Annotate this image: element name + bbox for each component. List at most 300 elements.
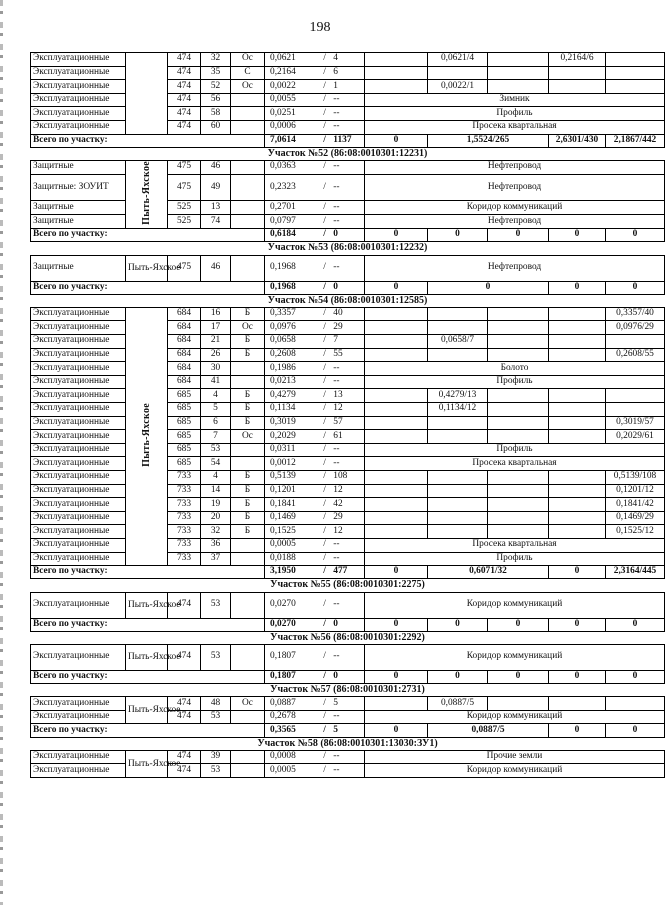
area-value <box>267 539 362 552</box>
area-ha: 0,0270 <box>270 618 296 629</box>
quarter-number: 733 <box>168 525 201 539</box>
area-trees: 42 <box>333 498 343 509</box>
compartment-number: 14 <box>201 484 231 498</box>
area-cell <box>265 764 365 778</box>
area-ha: 0,1807 <box>270 651 296 662</box>
value-cell <box>365 498 428 512</box>
area-slash: / <box>323 764 326 775</box>
area-cell <box>265 375 365 389</box>
quarter-number: 685 <box>168 457 201 471</box>
value-cell <box>549 484 606 498</box>
land-category: Эксплуатационные <box>31 416 126 430</box>
section-heading-row <box>31 579 665 592</box>
compartment-number: 4 <box>201 389 231 403</box>
area-ha: 0,1841 <box>270 498 296 509</box>
area-cell <box>265 120 365 134</box>
area-value <box>267 619 362 631</box>
compartment-number: 39 <box>201 750 231 764</box>
value-cell: 0,1469/29 <box>606 511 665 525</box>
area-trees: 40 <box>333 308 343 319</box>
quarter-number: 474 <box>168 750 201 764</box>
area-ha: 0,0658 <box>270 335 296 346</box>
value-cell <box>488 321 549 335</box>
area-slash: / <box>323 471 326 482</box>
area-cell <box>265 307 365 321</box>
value-cell <box>549 498 606 512</box>
total-value: 0 <box>365 670 428 683</box>
area-cell <box>265 403 365 417</box>
area-trees: 1 <box>333 80 338 91</box>
area-slash: / <box>323 484 326 495</box>
total-value: 0 <box>365 724 428 737</box>
land-category: Защитные <box>31 160 126 174</box>
area-trees: 55 <box>333 349 343 360</box>
value-cell <box>365 335 428 349</box>
value-cell <box>488 498 549 512</box>
area-cell <box>265 389 365 403</box>
value-cell <box>488 471 549 485</box>
area-cell <box>265 348 365 362</box>
species-code: Ос <box>231 430 265 444</box>
area-ha: 0,2323 <box>270 181 296 192</box>
area-value <box>267 764 362 777</box>
total-value: 0 <box>606 229 665 242</box>
area-trees: 1137 <box>333 134 352 145</box>
value-cell: 0,2164/6 <box>549 53 606 67</box>
land-purpose: Профиль <box>365 375 665 389</box>
area-slash: / <box>323 201 326 212</box>
land-purpose: Коридор коммуникаций <box>365 710 665 724</box>
area-value <box>267 107 362 120</box>
value-cell: 0,3019/57 <box>606 416 665 430</box>
value-cell: 0,1201/12 <box>606 484 665 498</box>
area-trees: -- <box>333 764 340 775</box>
area-cell <box>265 644 365 670</box>
land-purpose: Коридор коммуникаций <box>365 644 665 670</box>
land-purpose: Просека квартальная <box>365 120 665 134</box>
total-value: 0 <box>549 618 606 631</box>
area-value <box>267 282 362 294</box>
total-row <box>31 281 665 294</box>
area-cell <box>265 552 365 566</box>
quarter-number: 733 <box>168 552 201 566</box>
compartment-number: 30 <box>201 362 231 376</box>
area-cell <box>265 538 365 552</box>
section-heading-row <box>31 737 665 750</box>
total-value: 2,3164/445 <box>606 566 665 579</box>
land-category: Эксплуатационные <box>31 443 126 457</box>
section-heading-row <box>31 631 665 644</box>
compartment-number: 74 <box>201 215 231 229</box>
value-cell: 0,1525/12 <box>606 525 665 539</box>
area-trees: -- <box>333 362 340 373</box>
area-ha: 0,2164 <box>270 66 296 77</box>
area-cell <box>265 592 365 618</box>
value-cell <box>488 525 549 539</box>
area-ha: 0,0006 <box>270 121 296 132</box>
value-cell <box>606 66 665 80</box>
value-cell <box>549 511 606 525</box>
value-cell <box>606 403 665 417</box>
compartment-number: 35 <box>201 66 231 80</box>
compartment-number: 26 <box>201 348 231 362</box>
quarter-number: 474 <box>168 93 201 107</box>
quarter-number: 474 <box>168 592 201 618</box>
total-value: 0 <box>365 134 428 147</box>
compartment-number: 60 <box>201 120 231 134</box>
value-cell <box>488 484 549 498</box>
quarter-number: 474 <box>168 66 201 80</box>
area-trees: 0 <box>333 671 338 682</box>
quarter-number: 733 <box>168 484 201 498</box>
area-slash: / <box>323 430 326 441</box>
area-cell <box>265 321 365 335</box>
area-cell <box>265 93 365 107</box>
value-cell: 0,3357/40 <box>606 307 665 321</box>
area-cell <box>265 457 365 471</box>
value-cell <box>488 697 549 711</box>
value-cell <box>606 53 665 67</box>
area-trees: -- <box>333 552 340 563</box>
quarter-number: 684 <box>168 321 201 335</box>
section-heading: Участок №58 (86:08:0010301:13030:ЗУ1) <box>31 737 665 750</box>
land-purpose: Профиль <box>365 552 665 566</box>
area-trees: -- <box>333 457 340 468</box>
compartment-number: 53 <box>201 443 231 457</box>
area-cell <box>265 174 365 201</box>
value-cell <box>365 430 428 444</box>
total-value: 0 <box>365 229 428 242</box>
quarter-number: 475 <box>168 174 201 201</box>
area-ha: 0,1986 <box>270 362 296 373</box>
value-cell <box>365 66 428 80</box>
area-ha: 0,1968 <box>270 281 296 292</box>
area-cell <box>265 80 365 94</box>
area-value <box>267 512 362 525</box>
total-value: 0 <box>606 724 665 737</box>
quarter-number: 684 <box>168 335 201 349</box>
quarter-number: 684 <box>168 307 201 321</box>
species-code <box>231 174 265 201</box>
value-cell <box>549 403 606 417</box>
compartment-number: 6 <box>201 416 231 430</box>
value-cell: 0,0658/7 <box>428 335 488 349</box>
area-cell <box>265 484 365 498</box>
species-code: Ос <box>231 53 265 67</box>
compartment-number: 4 <box>201 471 231 485</box>
area-slash: / <box>323 512 326 523</box>
species-code: Б <box>231 484 265 498</box>
area-ha: 0,2608 <box>270 349 296 360</box>
area-value <box>267 256 362 281</box>
value-cell <box>549 525 606 539</box>
total-value: 0 <box>428 618 488 631</box>
area-slash: / <box>323 389 326 400</box>
compartment-number: 48 <box>201 697 231 711</box>
quarter-number: 733 <box>168 511 201 525</box>
area-trees: -- <box>333 94 340 105</box>
compartment-number: 36 <box>201 538 231 552</box>
total-value: 2,6301/430 <box>549 134 606 147</box>
land-category: Эксплуатационные <box>31 362 126 376</box>
value-cell <box>428 498 488 512</box>
area-cell <box>265 201 365 215</box>
total-value: 0 <box>428 670 488 683</box>
area-ha: 0,0887 <box>270 697 296 708</box>
area-value <box>267 175 362 201</box>
quarter-number: 525 <box>168 215 201 229</box>
area-slash: / <box>323 281 326 292</box>
land-category: Эксплуатационные <box>31 697 126 711</box>
value-cell <box>488 307 549 321</box>
value-cell <box>428 416 488 430</box>
area-value <box>267 67 362 80</box>
total-value: 0 <box>549 229 606 242</box>
value-cell: 0,4279/13 <box>428 389 488 403</box>
area-slash: / <box>323 444 326 455</box>
page-number: 198 <box>309 20 331 35</box>
total-value: 0 <box>365 618 428 631</box>
area-ha: 0,0022 <box>270 80 296 91</box>
area-ha: 0,0976 <box>270 321 296 332</box>
area-value <box>267 135 362 147</box>
area-ha: 0,0012 <box>270 457 296 468</box>
total-label: Всего по участку: <box>31 281 265 294</box>
quarter-number: 474 <box>168 107 201 121</box>
area-slash: / <box>323 134 326 145</box>
area-slash: / <box>323 376 326 387</box>
total-row <box>31 229 665 242</box>
land-category: Эксплуатационные <box>31 710 126 724</box>
quarter-number: 733 <box>168 498 201 512</box>
compartment-number: 41 <box>201 375 231 389</box>
area-ha: 0,0188 <box>270 552 296 563</box>
land-category: Эксплуатационные <box>31 764 126 778</box>
quarter-number: 525 <box>168 201 201 215</box>
species-code: С <box>231 66 265 80</box>
value-cell <box>488 66 549 80</box>
area-trees: -- <box>333 376 340 387</box>
land-purpose: Нефтепровод <box>365 160 665 174</box>
area-ha: 0,0621 <box>270 53 296 64</box>
total-value: 0 <box>606 670 665 683</box>
area-slash: / <box>323 262 326 273</box>
land-category: Эксплуатационные <box>31 321 126 335</box>
value-cell: 0,0976/29 <box>606 321 665 335</box>
value-cell <box>549 471 606 485</box>
compartment-number: 21 <box>201 335 231 349</box>
area-trees: -- <box>333 599 340 610</box>
compartment-number: 54 <box>201 457 231 471</box>
species-code: Б <box>231 498 265 512</box>
total-value: 0,6071/32 <box>428 566 549 579</box>
area-trees: -- <box>333 181 340 192</box>
section-heading: Участок №52 (86:08:0010301:12231) <box>31 147 665 160</box>
value-cell <box>488 389 549 403</box>
compartment-number: 5 <box>201 403 231 417</box>
land-purpose: Просека квартальная <box>365 538 665 552</box>
quarter-number: 474 <box>168 764 201 778</box>
land-category: Эксплуатационные <box>31 307 126 321</box>
total-value: 0 <box>365 566 428 579</box>
land-category: Эксплуатационные <box>31 525 126 539</box>
area-trees: -- <box>333 751 340 762</box>
area-ha: 0,0270 <box>270 599 296 610</box>
area-cell <box>265 66 365 80</box>
area-cell <box>265 525 365 539</box>
compartment-number: 52 <box>201 80 231 94</box>
area-ha: 0,0311 <box>270 444 296 455</box>
land-category: Эксплуатационные <box>31 484 126 498</box>
area-cell <box>265 471 365 485</box>
area-ha: 0,0363 <box>270 161 296 172</box>
land-category: Эксплуатационные <box>31 403 126 417</box>
section-heading: Участок №56 (86:08:0010301:2292) <box>31 631 665 644</box>
land-category: Защитные <box>31 255 126 281</box>
land-purpose: Профиль <box>365 107 665 121</box>
area-value <box>267 485 362 498</box>
value-cell <box>606 80 665 94</box>
value-cell <box>549 80 606 94</box>
area-ha: 3,1950 <box>270 566 296 577</box>
area-trees: 29 <box>333 512 343 523</box>
value-cell <box>549 430 606 444</box>
area-value <box>267 444 362 457</box>
species-code <box>231 255 265 281</box>
section-heading: Участок №53 (86:08:0010301:12232) <box>31 242 665 255</box>
land-category: Эксплуатационные <box>31 348 126 362</box>
value-cell <box>549 348 606 362</box>
quarter-number: 733 <box>168 471 201 485</box>
value-cell <box>606 335 665 349</box>
area-ha: 7,0614 <box>270 134 296 145</box>
area-trees: 12 <box>333 403 343 414</box>
land-purpose: Коридор коммуникаций <box>365 764 665 778</box>
land-category: Эксплуатационные <box>31 457 126 471</box>
species-code: Ос <box>231 80 265 94</box>
total-row <box>31 724 665 737</box>
value-cell <box>428 525 488 539</box>
value-cell <box>365 53 428 67</box>
total-label: Всего по участку: <box>31 670 265 683</box>
value-cell <box>365 697 428 711</box>
total-value: 0 <box>606 281 665 294</box>
area-slash: / <box>323 229 326 240</box>
compartment-number: 32 <box>201 525 231 539</box>
value-cell <box>488 430 549 444</box>
total-value: 0 <box>549 566 606 579</box>
quarter-number: 685 <box>168 389 201 403</box>
value-cell <box>488 416 549 430</box>
value-cell <box>428 307 488 321</box>
quarter-number: 684 <box>168 362 201 376</box>
area-value <box>267 362 362 375</box>
land-category: Эксплуатационные <box>31 389 126 403</box>
area-slash: / <box>323 308 326 319</box>
area-value <box>267 94 362 107</box>
area-ha: 0,6184 <box>270 229 296 240</box>
value-cell: 0,0621/4 <box>428 53 488 67</box>
area-slash: / <box>323 349 326 360</box>
land-purpose: Прочие земли <box>365 750 665 764</box>
section-heading-row <box>31 242 665 255</box>
land-category: Эксплуатационные <box>31 430 126 444</box>
total-value: 0 <box>488 618 549 631</box>
value-cell <box>365 321 428 335</box>
species-code: Б <box>231 416 265 430</box>
quarter-number: 733 <box>168 538 201 552</box>
species-code: Б <box>231 511 265 525</box>
compartment-number: 56 <box>201 93 231 107</box>
value-cell <box>428 511 488 525</box>
area-ha: 0,0251 <box>270 107 296 118</box>
table-row <box>31 307 665 321</box>
area-trees: 4 <box>333 53 338 64</box>
area-value <box>267 376 362 389</box>
area-ha: 0,3565 <box>270 724 296 735</box>
land-category: Эксплуатационные <box>31 471 126 485</box>
compartment-number: 46 <box>201 255 231 281</box>
area-trees: -- <box>333 107 340 118</box>
area-value <box>267 80 362 93</box>
quarter-number: 474 <box>168 644 201 670</box>
table-row <box>31 750 665 764</box>
area-value <box>267 711 362 724</box>
area-slash: / <box>323 53 326 64</box>
compartment-number: 37 <box>201 552 231 566</box>
area-slash: / <box>323 403 326 414</box>
land-category: Эксплуатационные <box>31 538 126 552</box>
section-heading-row <box>31 294 665 307</box>
quarter-number: 474 <box>168 80 201 94</box>
compartment-number: 32 <box>201 53 231 67</box>
area-slash: / <box>323 671 326 682</box>
area-ha: 0,1469 <box>270 512 296 523</box>
area-slash: / <box>323 335 326 346</box>
area-value <box>267 321 362 334</box>
area-value <box>267 308 362 321</box>
land-purpose: Нефтепровод <box>365 174 665 201</box>
area-value <box>267 697 362 710</box>
value-cell <box>365 416 428 430</box>
compartment-number: 49 <box>201 174 231 201</box>
area-cell <box>265 255 365 281</box>
area-trees: 29 <box>333 321 343 332</box>
land-category: Эксплуатационные <box>31 552 126 566</box>
area-ha: 0,2701 <box>270 201 296 212</box>
value-cell <box>365 484 428 498</box>
table-row <box>31 53 665 67</box>
area-cell <box>265 710 365 724</box>
quarter-number: 685 <box>168 443 201 457</box>
value-cell <box>365 307 428 321</box>
area-value <box>267 457 362 470</box>
total-value: 1,5524/265 <box>428 134 549 147</box>
species-code: Б <box>231 471 265 485</box>
forestry-district-label: Пыть-Яхское <box>141 402 152 467</box>
total-label: Всего по участку: <box>31 724 265 737</box>
area-cell <box>265 335 365 349</box>
area-slash: / <box>323 618 326 629</box>
area-slash: / <box>323 161 326 172</box>
area-trees: 0 <box>333 281 338 292</box>
area-cell <box>265 443 365 457</box>
compartment-number: 58 <box>201 107 231 121</box>
area-cell <box>265 160 365 174</box>
land-category: Защитные: ЗОУИТ <box>31 174 126 201</box>
land-purpose: Нефтепровод <box>365 215 665 229</box>
area-slash: / <box>323 457 326 468</box>
